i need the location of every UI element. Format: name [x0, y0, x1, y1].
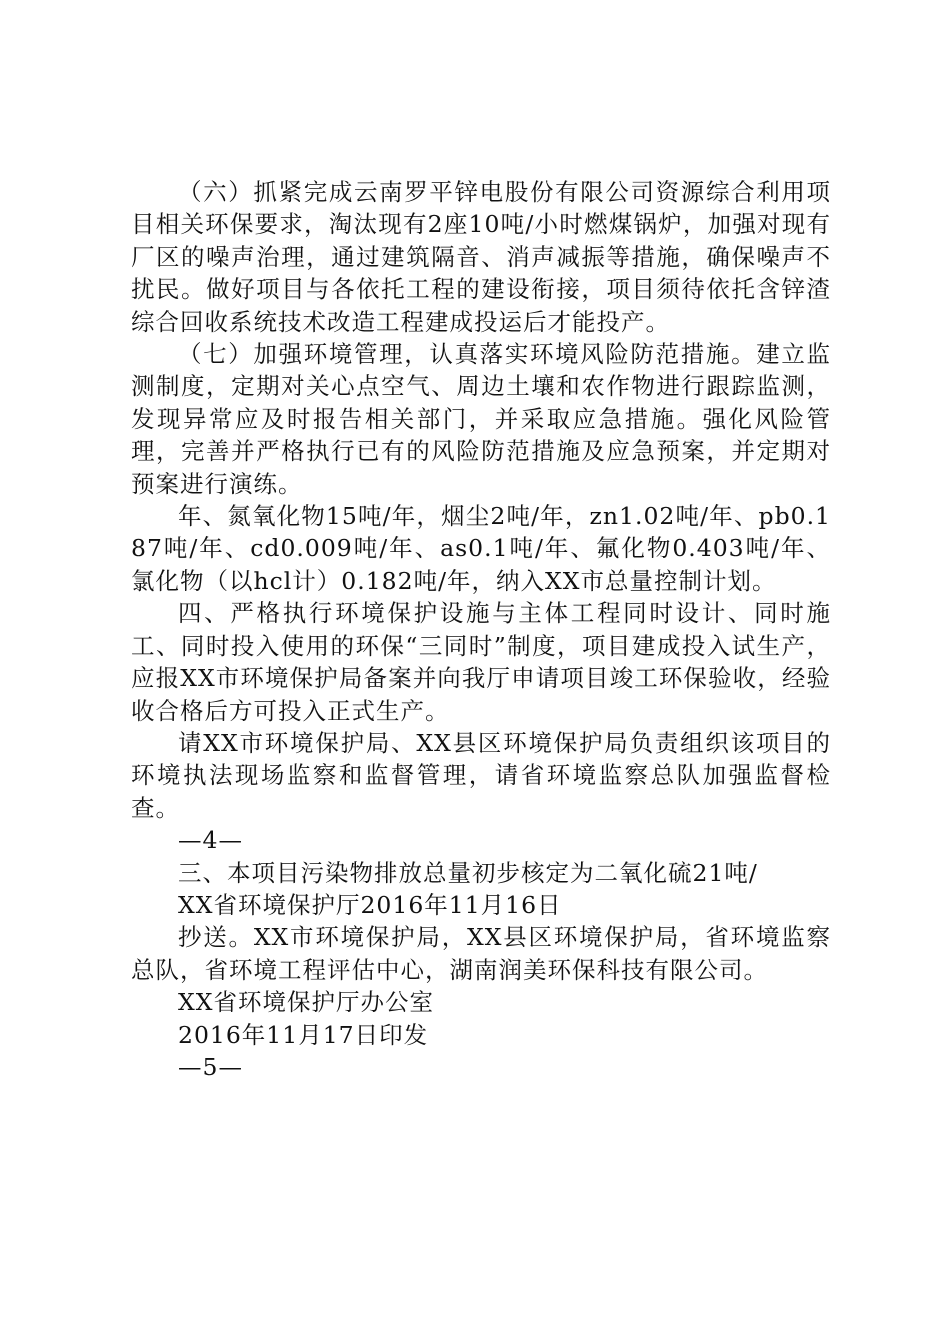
page-number-5: —5— [178, 1052, 243, 1081]
paragraph-three-simultaneous: 四、严格执行环境保护设施与主体工程同时设计、同时施工、同时投入使用的环保“三同时”制度，项目建成投入试生产，应报XX市环境保护局备案并向我厅申请项目竣工环保验收，经验收合格后方可投入正式生产。 [131, 599, 831, 725]
cc-paragraph: 抄送。XX市环境保护局，XX县区环境保护局，省环境监察总队，省环境工程评估中心，湖南润美环保科技有限公司。 [131, 923, 831, 984]
page-number-4: —4— [178, 826, 243, 855]
paragraph-emissions: 年、氮氧化物15吨/年，烟尘2吨/年，zn1.02吨/年、pb0.187吨/年、cd0.009吨/年、as0.1吨/年、氟化物0.403吨/年、氯化物（以hcl计）0.182吨/年，纳入XX市总量控制计划。 [131, 502, 831, 595]
paragraph-supervision: 请XX市环境保护局、XX县区环境保护局负责组织该项目的环境执法现场监察和监督管理，请省环境监察总队加强监督检查。 [131, 728, 831, 822]
print-date: 2016年11月17日印发 [178, 1020, 429, 1049]
pollutant-total-line: 三、本项目污染物排放总量初步核定为二氧化硫21吨/ [178, 858, 758, 887]
paragraph-item-seven: （七）加强环境管理，认真落实环境风险防范措施。建立监测制度，定期对关心点空气、周边土壤和农作物进行跟踪监测，发现异常应及时报告相关部门，并采取应急措施。强化风险管理，完善并严格执行已有的风险防范措施及应急预案，并定期对预案进行演练。 [131, 340, 831, 498]
issuer-date: XX省环境保护厅2016年11月16日 [178, 890, 562, 919]
document-body [131, 176, 831, 1083]
issuing-office: XX省环境保护厅办公室 [178, 988, 434, 1017]
paragraph-item-six: （六）抓紧完成云南罗平锌电股份有限公司资源综合利用项目相关环保要求，淘汰现有2座10吨/小时燃煤锅炉，加强对现有厂区的噪声治理，通过建筑隔音、消声减振等措施，确保噪声不扰民。做好项目与各依托工程的建设衔接，项目须待依托含锌渣综合回收系统技术改造工程建成投运后才能投产。 [131, 178, 831, 336]
